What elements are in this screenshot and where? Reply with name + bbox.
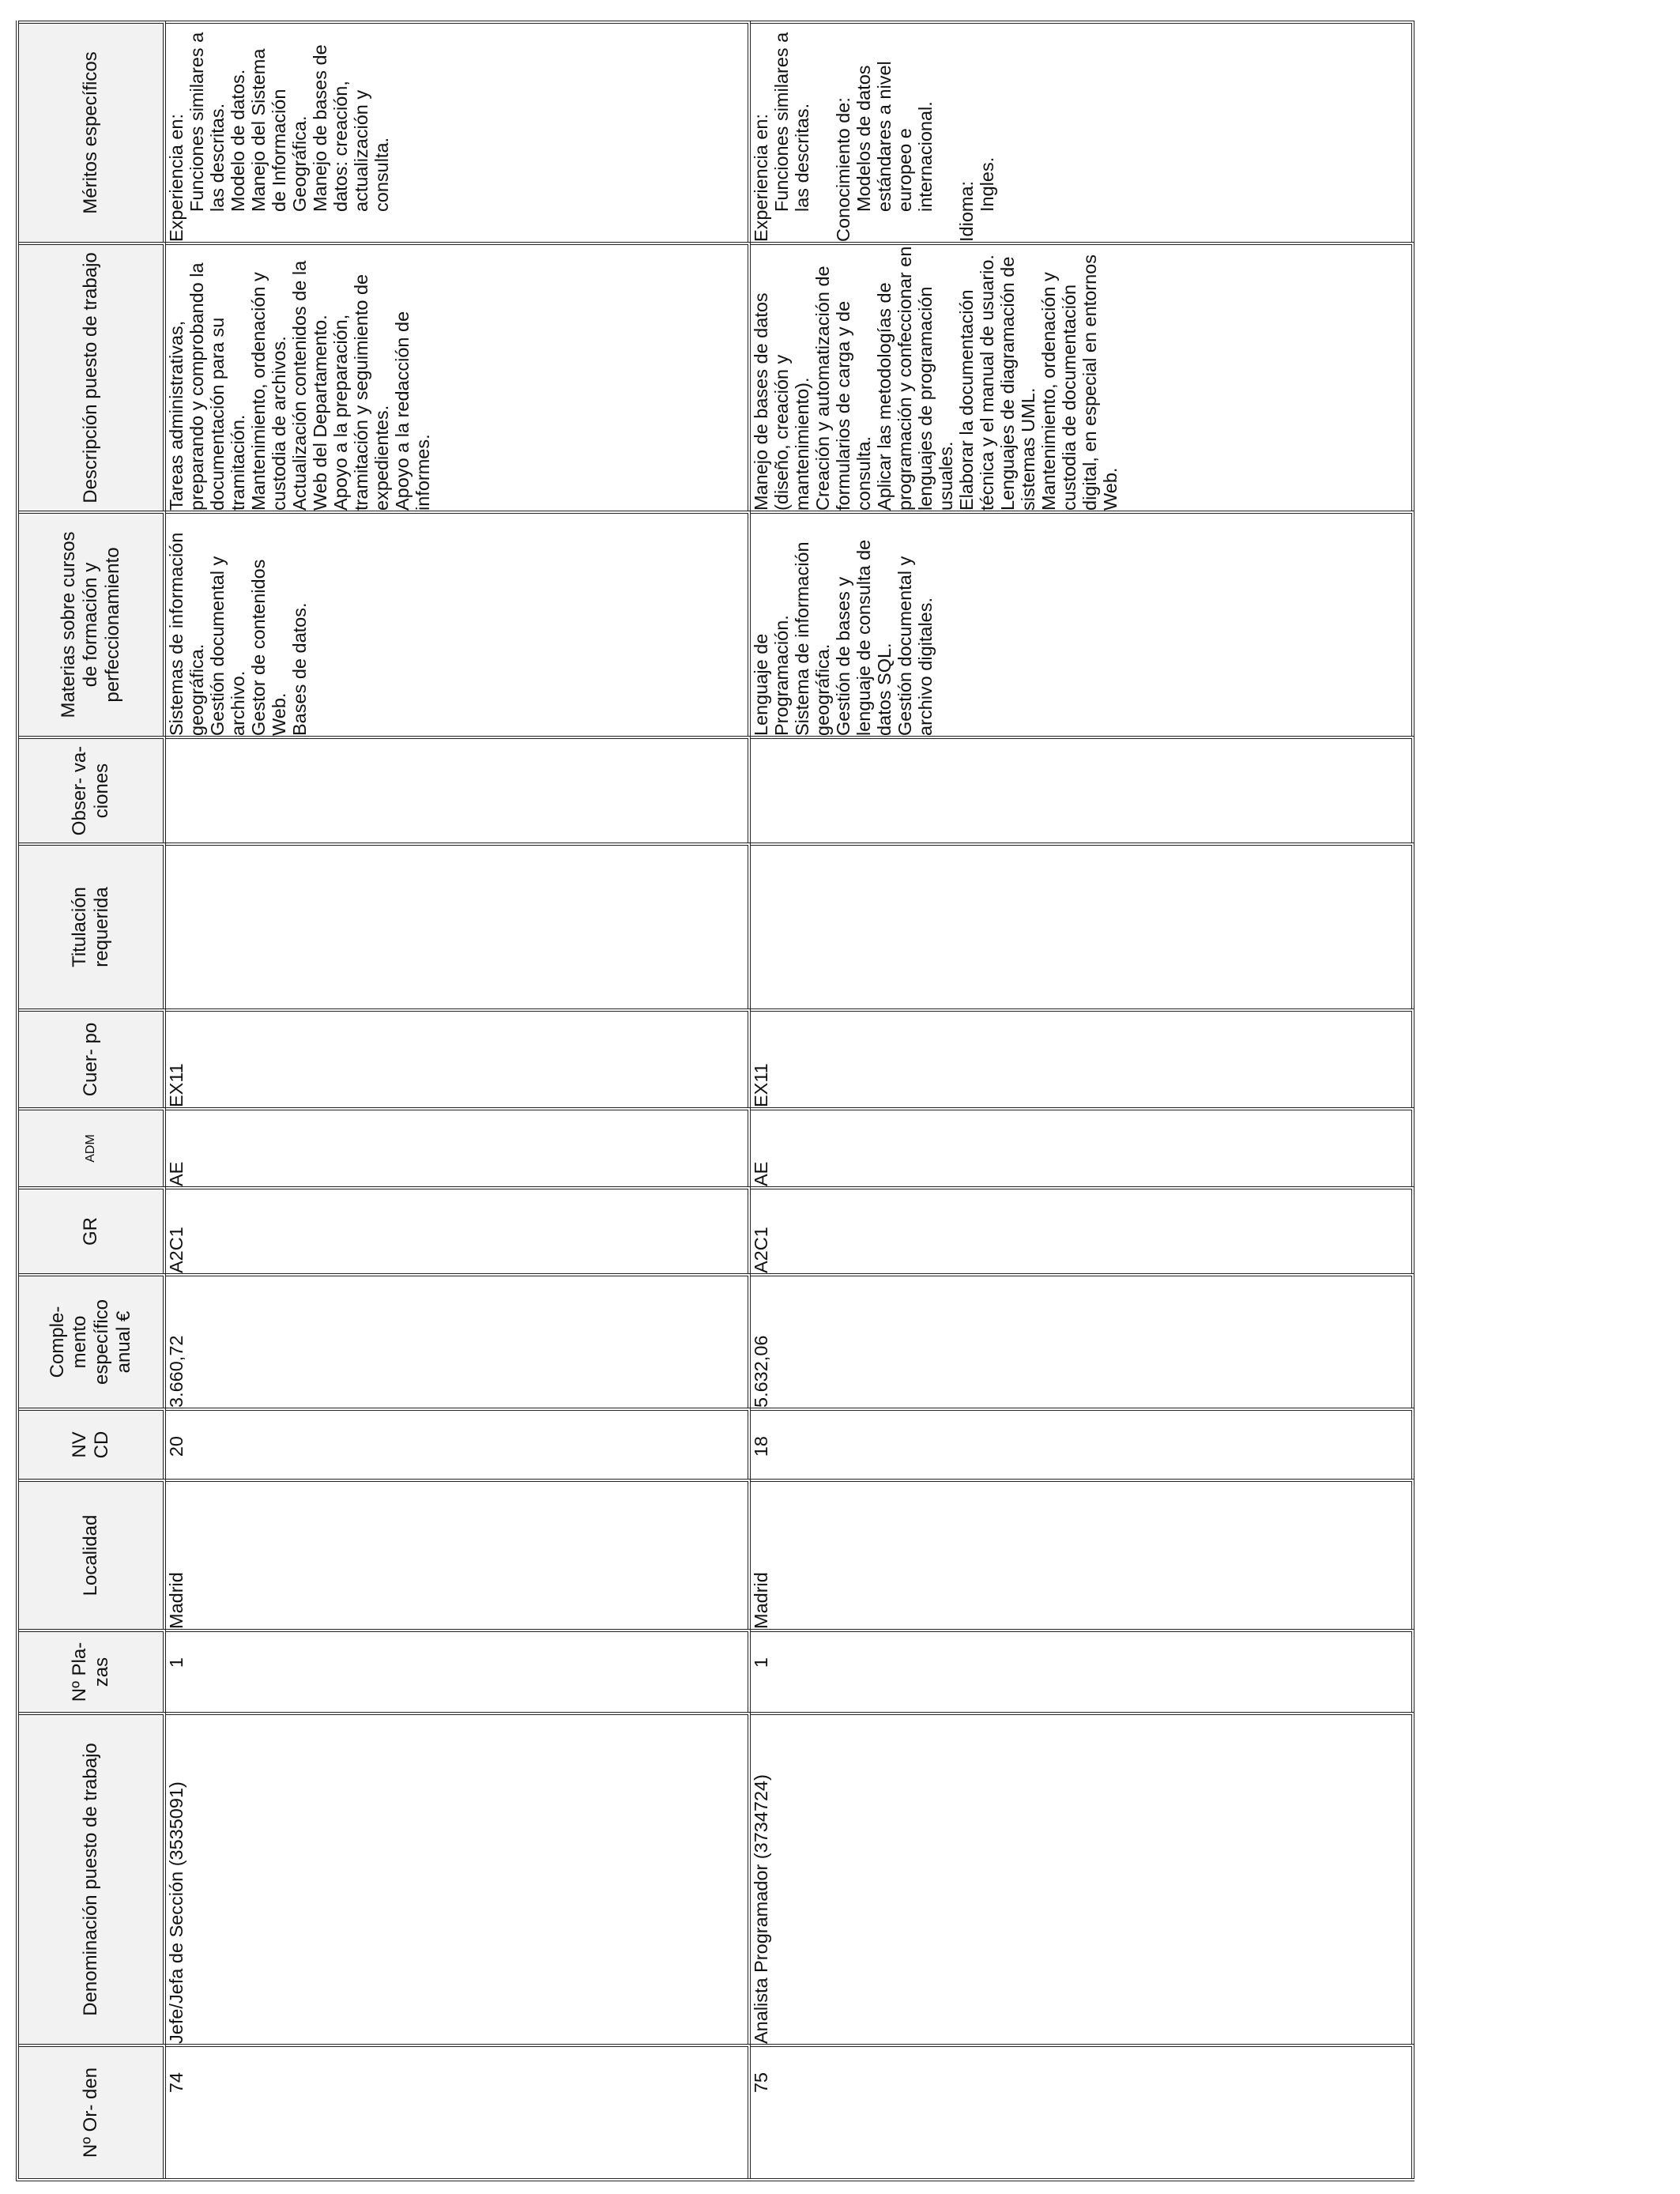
header-localidad: Localidad (19, 1479, 166, 1629)
merito-item: Manejo del Sistema de Información Geográfica. (248, 48, 310, 212)
meritos-heading: Experiencia en: (166, 114, 186, 242)
descripcion-item: Mantenimiento, ordenación y custodia de archivos. (248, 272, 289, 511)
cell-complemento: 5.632,06 (751, 1273, 1414, 1408)
merito-item: Funciones similares a las descritas. (771, 32, 812, 212)
cell-denominacion: Jefe/Jefa de Sección (3535091) (166, 1712, 751, 2044)
cell-denominacion: Analista Programador (3734724) (751, 1712, 1414, 2044)
header-observaciones: Obser- va- ciones (19, 736, 166, 843)
conocimiento-heading: Conocimiento de: (833, 97, 853, 242)
header-nivel: NV CD (19, 1408, 166, 1479)
cell-observaciones (751, 736, 1414, 843)
cell-meritos (166, 21, 751, 242)
merito-item: Modelo de datos. (228, 69, 248, 212)
descripcion-item: Actualización contenidos de la Web del Departamento. (289, 260, 330, 511)
spacer (936, 24, 956, 242)
merito-item: Funciones similares a las descritas. (186, 32, 228, 212)
meritos-heading: Experiencia en: (751, 114, 771, 242)
materia-item: Gestor de contenidos Web. (248, 559, 289, 736)
cell-descripcion (166, 242, 751, 511)
table-row (166, 21, 751, 2178)
descripcion-item: Manejo de bases de datos (diseño, creación y mantenimiento). (751, 292, 812, 511)
header-complemento: Comple- mento específico anual € (19, 1273, 166, 1408)
descripcion-item: Apoyo a la preparación, tramitación y seguimiento de expedientes. (330, 273, 392, 511)
materia-item: Gestión documental y archivo. (207, 556, 248, 736)
header-meritos: Méritos específicos (19, 21, 166, 242)
header-plazas: Nº Pla- zas (19, 1629, 166, 1712)
cell-nivel: 18 (751, 1408, 1414, 1479)
descripcion-item: Creación y automatización de formularios de carga y de consulta. (812, 266, 874, 511)
cell-grupo: A2C1 (166, 1186, 751, 1273)
spacer (812, 24, 833, 242)
header-orden: Nº Or- den (19, 2044, 166, 2178)
idioma-item: Ingles. (977, 156, 997, 212)
cell-cuerpo: EX11 (751, 1008, 1414, 1107)
header-adm: ADM (19, 1107, 166, 1186)
header-row (19, 21, 166, 2178)
cell-orden: 75 (751, 2044, 1414, 2178)
conocimiento-item: Modelos de datos estándares a nivel europeo e internacional. (853, 61, 936, 212)
cell-cuerpo: EX11 (166, 1008, 751, 1107)
header-denominacion: Denominación puesto de trabajo (19, 1712, 166, 2044)
materia-item: Sistema de información geográfica. (792, 541, 833, 736)
descripcion-item: Elaborar la documentación técnica y el manual de usuario. (956, 254, 997, 511)
materia-item: Bases de datos. (289, 602, 310, 736)
cell-plazas: 1 (166, 1629, 751, 1712)
materia-item: Gestión documental y archivo digitales. (895, 556, 936, 736)
header-cuerpo: Cuer- po (19, 1008, 166, 1107)
cell-observaciones (166, 736, 751, 843)
cell-titulacion (166, 843, 751, 1008)
cell-complemento: 3.660,72 (166, 1273, 751, 1408)
header-grupo: GR (19, 1186, 166, 1273)
job-positions-table (16, 21, 1414, 2181)
header-descripcion: Descripción puesto de trabajo (19, 242, 166, 511)
cell-titulacion (751, 843, 1414, 1008)
cell-plazas: 1 (751, 1629, 1414, 1712)
cell-nivel: 20 (166, 1408, 751, 1479)
materia-item: Sistemas de información geográfica. (166, 532, 207, 736)
descripcion-item: Aplicar las metodologías de programación y confeccionar en lenguajes de programación usuales. (874, 246, 956, 511)
descripcion-item: Tareas administrativas, preparando y comprobando la documentación para su tramitación. (166, 262, 248, 511)
cell-localidad: Madrid (166, 1479, 751, 1629)
materia-item: Gestión de bases y lenguaje de consulta de datos SQL. (833, 539, 895, 736)
descripcion-item: Apoyo a la redacción de informes. (392, 311, 433, 511)
rotated-table-page (16, 24, 1414, 2181)
cell-adm: AE (166, 1107, 751, 1186)
header-materias: Materias sobre cursos de formación y perfeccionamiento (19, 511, 166, 736)
materia-item: Lenguaje de Programación. (751, 615, 792, 736)
cell-localidad: Madrid (751, 1479, 1414, 1629)
cell-grupo: A2C1 (751, 1186, 1414, 1273)
merito-item: Manejo de bases de datos: creación, actualización y consulta. (310, 44, 392, 212)
cell-adm: AE (751, 1107, 1414, 1186)
cell-descripcion (751, 242, 1414, 511)
cell-orden: 74 (166, 2044, 751, 2178)
table-row (751, 21, 1414, 2178)
header-titulacion: Titulación requerida (19, 843, 166, 1008)
descripcion-item: Lenguajes de diagramación de sistemas UML. (997, 256, 1038, 511)
idioma-heading: Idioma: (956, 180, 977, 242)
cell-materias (166, 511, 751, 736)
cell-materias (751, 511, 1414, 736)
descripcion-item: Mantenimiento, ordenación y custodia de documentación digital, en especial en entornos Web. (1038, 254, 1121, 511)
cell-meritos (751, 21, 1414, 242)
